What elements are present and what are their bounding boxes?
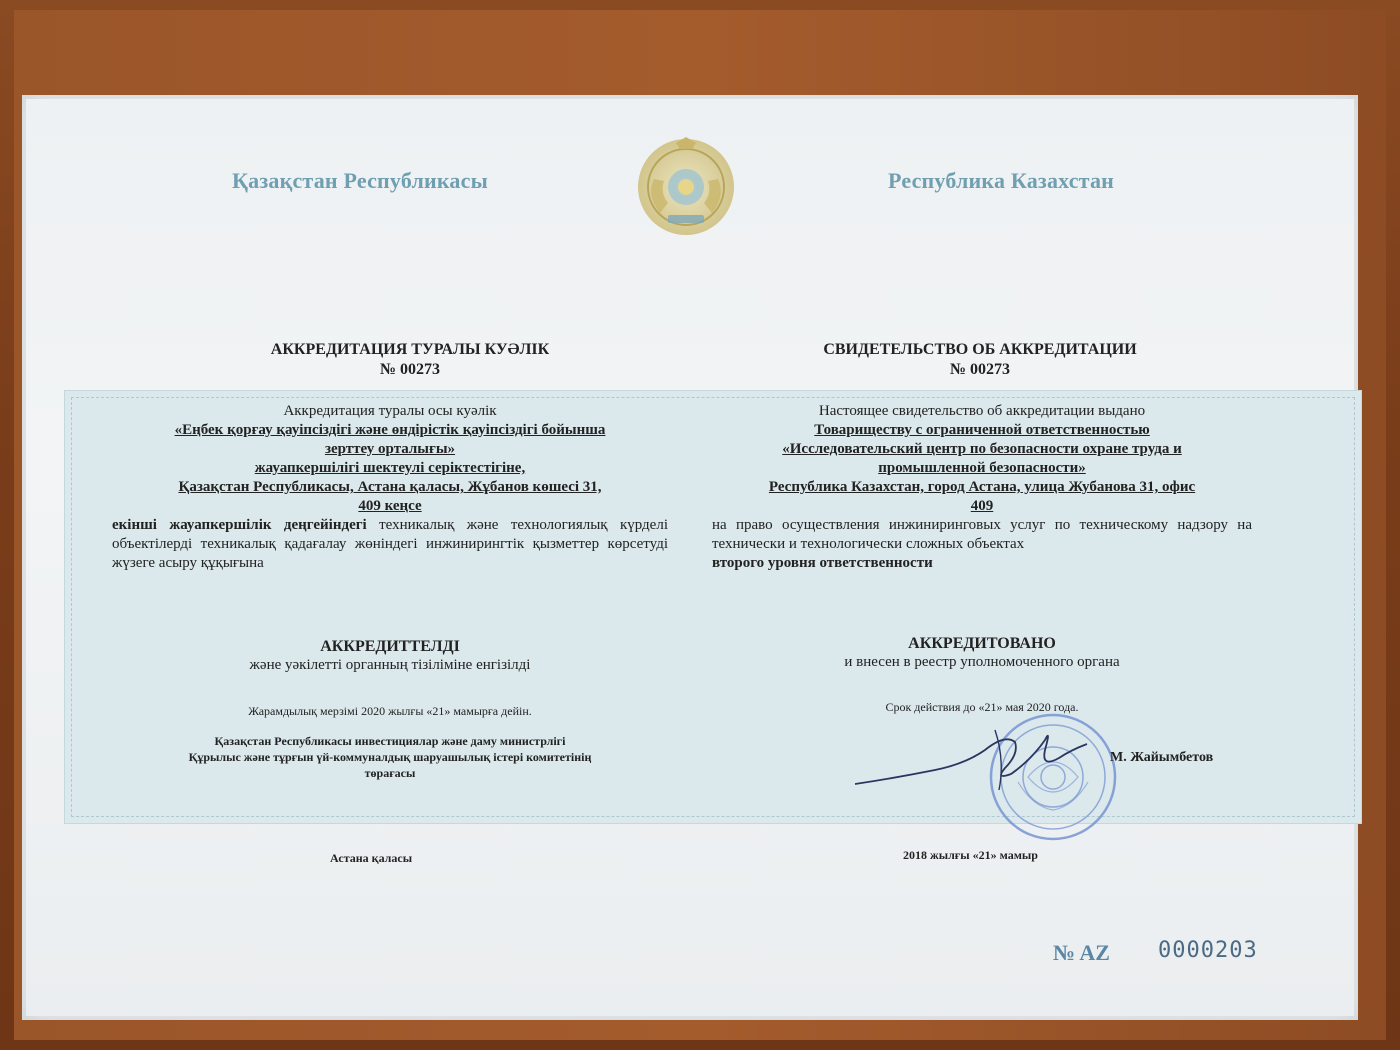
ru-number: № 00273 [949,361,1011,378]
kz-number: № 00273 [379,361,441,378]
ru-title: СВИДЕТЕЛЬСТВО ОБ АККРЕДИТАЦИИ № 00273 [730,340,1230,380]
kz-accredited: АККРЕДИТТЕЛДІ [320,638,460,655]
ru-accredited: АККРЕДИТОВАНО [908,635,1056,652]
kz-authority: Қазақстан Республикасы инвестициялар және даму министрлігі Құрылыс және тұрғын үй-коммуналдық шаруашылық істері комитетінің төрағасы [188,734,592,780]
header-left-country: Қазақстан Республикасы [232,168,488,193]
kazakhstan-state-emblem-icon [634,135,738,239]
ru-scope-bold: второго уровня ответственности [712,555,933,571]
kz-city: Астана қаласы [330,851,413,865]
ru-registry: и внесен в реестр уполномоченного органа [844,654,1120,670]
kz-address-2: 409 кеңсе [358,498,422,514]
kz-title: АККРЕДИТАЦИЯ ТУРАЛЫ КУӘЛІК № 00273 [160,340,660,380]
serial-prefix: № AZ [1053,940,1110,965]
ru-org-name-2: промышленной безопасности» [878,460,1086,476]
kz-column [112,402,668,573]
ru-intro: Настоящее свидетельство об аккредитации выдано [818,403,1146,419]
kz-org-name-2: зерттеу орталығы» [324,441,456,457]
ru-org-type: Товариществу с ограниченной ответственностью [814,422,1150,438]
kz-registry: және уәкілетті органның тізіліміне енгізілді [249,657,531,673]
handwritten-signature-icon [855,720,1115,800]
kz-org-type: жауапкершілігі шектеулі серіктестігіне, [254,460,526,476]
ru-validity: Срок действия до «21» мая 2020 года. [885,700,1079,714]
ru-address-1: Республика Казахстан, город Астана, улица Жубанова 31, офис [768,479,1196,495]
ru-org-name-1: «Исследовательский центр по безопасности охране труда и [782,441,1182,457]
ru-scope: на право осуществления инжиниринговых услуг по техническому надзору на технически и технологически сложных объектах [712,517,1252,552]
kz-validity: Жарамдылық мерзімі 2020 жылғы «21» мамырға дейін. [248,704,532,718]
kz-intro: Аккредитация туралы осы куәлік [283,403,497,419]
ru-signer: М. Жайымбетов [1110,750,1214,765]
header-right-country: Республика Казахстан [888,168,1115,193]
ru-address-2: 409 [970,498,994,514]
kz-address-1: Қазақстан Республикасы, Астана қаласы, Жұбанов көшесі 31, [178,479,602,495]
issue-date: 2018 жылғы «21» мамыр [903,848,1038,862]
ru-accredited-block [712,634,1252,672]
serial-number: 0000203 [1158,938,1258,963]
kz-accredited-block [112,637,668,675]
kz-scope: екінші жауапкершілік деңгейіндегі техникалық және технологиялық күрделі объектілерді техникалық қадағалау жөніндегі инжинирингтік қызметтер көрсетуді жүзеге асыру құқығына [112,517,668,571]
kz-org-name-1: «Еңбек қорғау қауіпсіздігі және өндірістік қауіпсіздігі бойынша [174,422,606,438]
ru-column [712,402,1252,573]
